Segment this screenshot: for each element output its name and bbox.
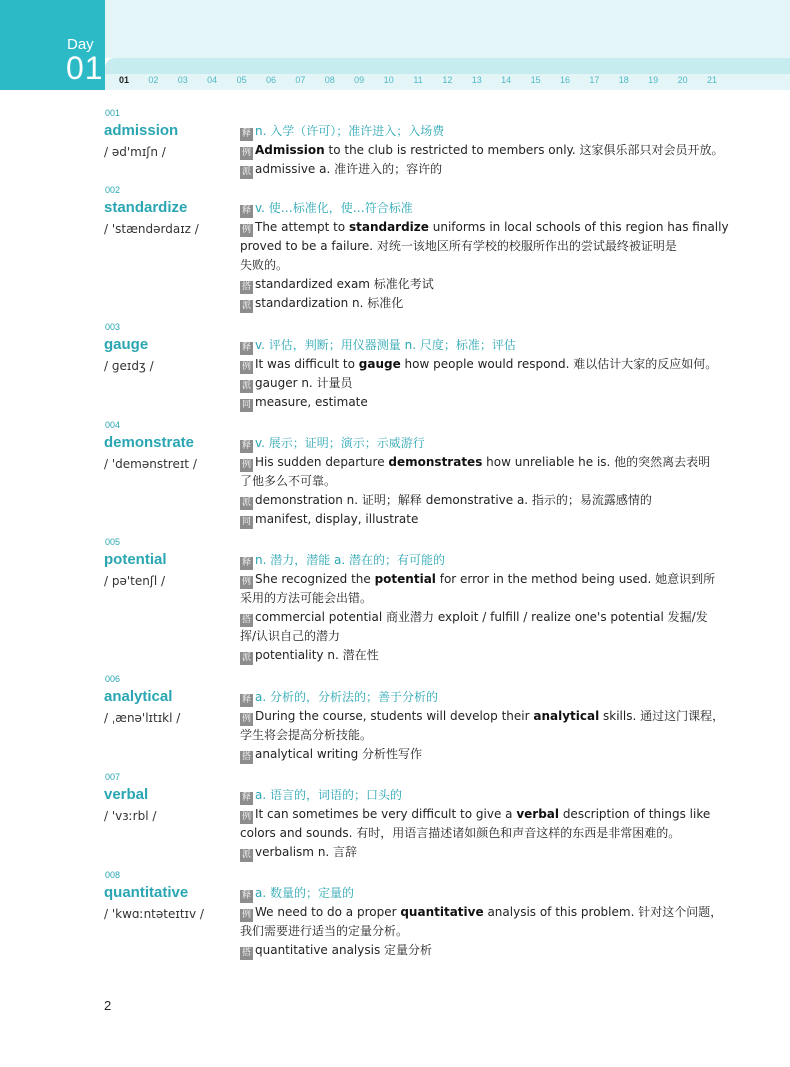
def-tag-icon: 释: [241, 558, 251, 568]
example-sentence: [240, 141, 724, 160]
headword: admission: [104, 122, 179, 139]
definition: [240, 551, 700, 570]
collocation: [240, 745, 700, 764]
derived-word: [240, 491, 700, 510]
day-tick-20: 20: [677, 75, 688, 85]
example-tag-icon: 例: [241, 812, 251, 822]
def-tag-icon: 释: [241, 793, 251, 803]
def-tag-icon: 释: [241, 891, 251, 901]
day-header: [0, 0, 790, 96]
definition: [240, 199, 700, 218]
example-pre: The attempt to: [255, 220, 349, 234]
example-pre: We need to do a proper: [255, 905, 401, 919]
day-tick-14: 14: [501, 75, 512, 85]
synonym-text: manifest, display, illustrate: [255, 512, 419, 526]
def-tag-icon: 释: [241, 343, 251, 353]
example-sentence: [240, 453, 711, 472]
example-keyword: potential: [374, 572, 436, 586]
derived-text: standardization n. 标准化: [255, 296, 404, 310]
example-sentence: [240, 805, 711, 824]
headword: gauge: [104, 336, 149, 353]
example-keyword: Admission: [255, 143, 325, 157]
example-continued: 失败的。: [240, 258, 289, 272]
def-tag-icon: 释: [241, 441, 251, 451]
example-continued: 学生将会提高分析技能。: [240, 728, 373, 742]
def-tag-icon: 释: [241, 206, 251, 216]
headword: demonstrate: [104, 434, 195, 451]
day-tick-02: 02: [148, 75, 159, 85]
phonetic: / pə'tenʃl /: [104, 574, 166, 588]
collocation: [240, 941, 700, 960]
headword: potential: [104, 551, 167, 568]
definition: [240, 786, 700, 805]
definition: [240, 688, 700, 707]
derived-word: [240, 160, 700, 179]
definition-text: a. 语言的，词语的；口头的: [255, 788, 402, 802]
day-tick-08: 08: [324, 75, 335, 85]
collocation: [240, 608, 708, 627]
phonetic: / əd'mɪʃn /: [104, 145, 166, 159]
collocation-text: commercial potential 商业潜力 exploit / fulfill / realize one's potential 发掘/发: [255, 610, 708, 624]
example-sentence: [240, 218, 729, 237]
example-keyword: gauge: [358, 357, 401, 371]
day-badge: [0, 0, 105, 90]
collocation-tag-icon: 搭: [241, 948, 251, 958]
synonym: [240, 393, 700, 412]
day-tick-06: 06: [265, 75, 276, 85]
definition-text: v. 评估，判断；用仪器测量 n. 尺度；标准；评估: [255, 338, 516, 352]
day-tick-01: 01: [118, 75, 129, 85]
day-tick-15: 15: [530, 75, 541, 85]
derived-text: verbalism n. 言辞: [255, 845, 358, 859]
definition: [240, 122, 700, 141]
example-post: description of things like: [559, 807, 711, 821]
example-sentence: [240, 355, 718, 374]
day-tick-21: 21: [706, 75, 717, 85]
entry-number: 008: [105, 870, 121, 880]
example-post: skills. 通过这门课程，: [599, 709, 725, 723]
example-continued: 采用的方法可能会出错。: [240, 591, 373, 605]
derived-tag-icon: 派: [241, 381, 251, 391]
example-continued: 我们需要进行适当的定量分析。: [240, 924, 409, 938]
example-post: how people would respond. 难以估计大家的反应如何。: [400, 357, 718, 371]
derived-tag-icon: 派: [241, 850, 251, 860]
definition-text: v. 使…标准化，使…符合标准: [255, 201, 413, 215]
synonym-text: measure, estimate: [255, 395, 368, 409]
day-tick-12: 12: [442, 75, 453, 85]
example-continued: colors and sounds. 有时，用语言描述诸如颜色和声音这样的东西是非常困难的。: [240, 826, 681, 840]
example-pre: It can sometimes be very difficult to give a: [255, 807, 517, 821]
day-label: Day: [67, 36, 94, 53]
example-keyword: verbal: [516, 807, 559, 821]
definition: [240, 336, 700, 355]
headword: quantitative: [104, 884, 189, 901]
derived-word: [240, 843, 700, 862]
collocation-text: quantitative analysis 定量分析: [255, 943, 433, 957]
entry-number: 006: [105, 674, 121, 684]
phonetic: / 'demənstreɪt /: [104, 457, 197, 471]
phonetic: / ˌænə'lɪtɪkl /: [104, 711, 181, 725]
collocation-text: analytical writing 分析性写作: [255, 747, 423, 761]
example-pre: It was difficult to: [255, 357, 359, 371]
example-keyword: quantitative: [400, 905, 484, 919]
collocation-continued: 挥/认识自己的潜力: [240, 629, 341, 643]
derived-tag-icon: 派: [241, 653, 251, 663]
entry-number: 004: [105, 420, 121, 430]
derived-text: potentiality n. 潜在性: [255, 648, 379, 662]
day-tick-04: 04: [207, 75, 218, 85]
headword: verbal: [104, 786, 149, 803]
example-sentence: [240, 903, 723, 922]
day-tick-05: 05: [236, 75, 247, 85]
phonetic: / 'kwɑːntəteɪtɪv /: [104, 907, 204, 921]
phonetic: / ɡeɪdʒ /: [104, 359, 154, 373]
example-tag-icon: 例: [241, 362, 251, 372]
synonym-tag-icon: 同: [241, 400, 251, 410]
example-pre: His sudden departure: [255, 455, 389, 469]
day-tick-18: 18: [618, 75, 629, 85]
definition-text: a. 分析的，分析法的；善于分析的: [255, 690, 438, 704]
example-keyword: analytical: [533, 709, 600, 723]
example-sentence: [240, 707, 725, 726]
header-band-middle: [105, 58, 790, 74]
example-keyword: standardize: [348, 220, 429, 234]
day-tick-11: 11: [413, 75, 423, 85]
example-continued: proved to be a failure. 对统一该地区所有学校的校服所作出的尝试最终被证明是: [240, 239, 677, 253]
derived-word: [240, 294, 700, 313]
derived-text: admissive a. 准许进入的；容许的: [255, 162, 443, 176]
example-continued: 了他多么不可靠。: [240, 474, 337, 488]
day-tick-09: 09: [354, 75, 365, 85]
derived-tag-icon: 派: [241, 167, 251, 177]
example-tag-icon: 例: [241, 460, 251, 470]
derived-tag-icon: 派: [241, 498, 251, 508]
derived-text: demonstration n. 证明；解释 demonstrative a. 指示的；易流露感情的: [255, 493, 652, 507]
example-tag-icon: 例: [241, 225, 251, 235]
example-post: uniforms in local schools of this region has finally: [428, 220, 729, 234]
example-sentence: [240, 570, 716, 589]
synonym: [240, 510, 700, 529]
collocation-tag-icon: 搭: [241, 282, 251, 292]
definition-text: a. 数量的；定量的: [255, 886, 354, 900]
definition: [240, 434, 700, 453]
phonetic: / 'stændərdaɪz /: [104, 222, 199, 236]
headword: standardize: [104, 199, 188, 216]
example-pre: During the course, students will develop their: [255, 709, 534, 723]
example-tag-icon: 例: [241, 910, 251, 920]
phonetic: / 'vɜːrbl /: [104, 809, 157, 823]
definition-text: n. 入学（许可）；准许进入；入场费: [255, 124, 445, 138]
entry-number: 003: [105, 322, 121, 332]
example-post: to the club is restricted to members only. 这家俱乐部只对会员开放。: [324, 143, 724, 157]
day-tick-13: 13: [471, 75, 482, 85]
headword: analytical: [104, 688, 173, 705]
collocation-tag-icon: 搭: [241, 615, 251, 625]
synonym-tag-icon: 同: [241, 517, 251, 527]
day-tick-10: 10: [383, 75, 394, 85]
example-post: how unreliable he is. 他的突然离去表明: [482, 455, 711, 469]
day-tick-07: 07: [295, 75, 306, 85]
example-post: for error in the method being used. 她意识到所: [435, 572, 716, 586]
definition-text: v. 展示；证明；演示；示威游行: [255, 436, 425, 450]
day-number: 01: [66, 50, 104, 86]
header-band-top: [105, 0, 790, 58]
collocation-tag-icon: 搭: [241, 752, 251, 762]
entry-number: 001: [105, 108, 121, 118]
definition: [240, 884, 700, 903]
def-tag-icon: 释: [241, 695, 251, 705]
collocation: [240, 275, 700, 294]
day-tick-17: 17: [589, 75, 600, 85]
page-number: 2: [104, 998, 112, 1013]
derived-text: gauger n. 计量员: [255, 376, 353, 390]
example-pre: She recognized the: [255, 572, 375, 586]
day-tick-19: 19: [648, 75, 659, 85]
example-tag-icon: 例: [241, 148, 251, 158]
example-keyword: demonstrates: [388, 455, 483, 469]
entry-number: 007: [105, 772, 121, 782]
derived-word: [240, 374, 700, 393]
entry-number: 002: [105, 185, 121, 195]
entry-number: 005: [105, 537, 121, 547]
collocation-text: standardized exam 标准化考试: [255, 277, 434, 291]
example-post: analysis of this problem. 针对这个问题，: [483, 905, 723, 919]
derived-word: [240, 646, 700, 665]
derived-tag-icon: 派: [241, 301, 251, 311]
example-tag-icon: 例: [241, 577, 251, 587]
day-tick-16: 16: [559, 75, 570, 85]
day-tick-03: 03: [177, 75, 188, 85]
def-tag-icon: 释: [241, 129, 251, 139]
example-tag-icon: 例: [241, 714, 251, 724]
definition-text: n. 潜力，潜能 a. 潜在的；有可能的: [255, 553, 446, 567]
